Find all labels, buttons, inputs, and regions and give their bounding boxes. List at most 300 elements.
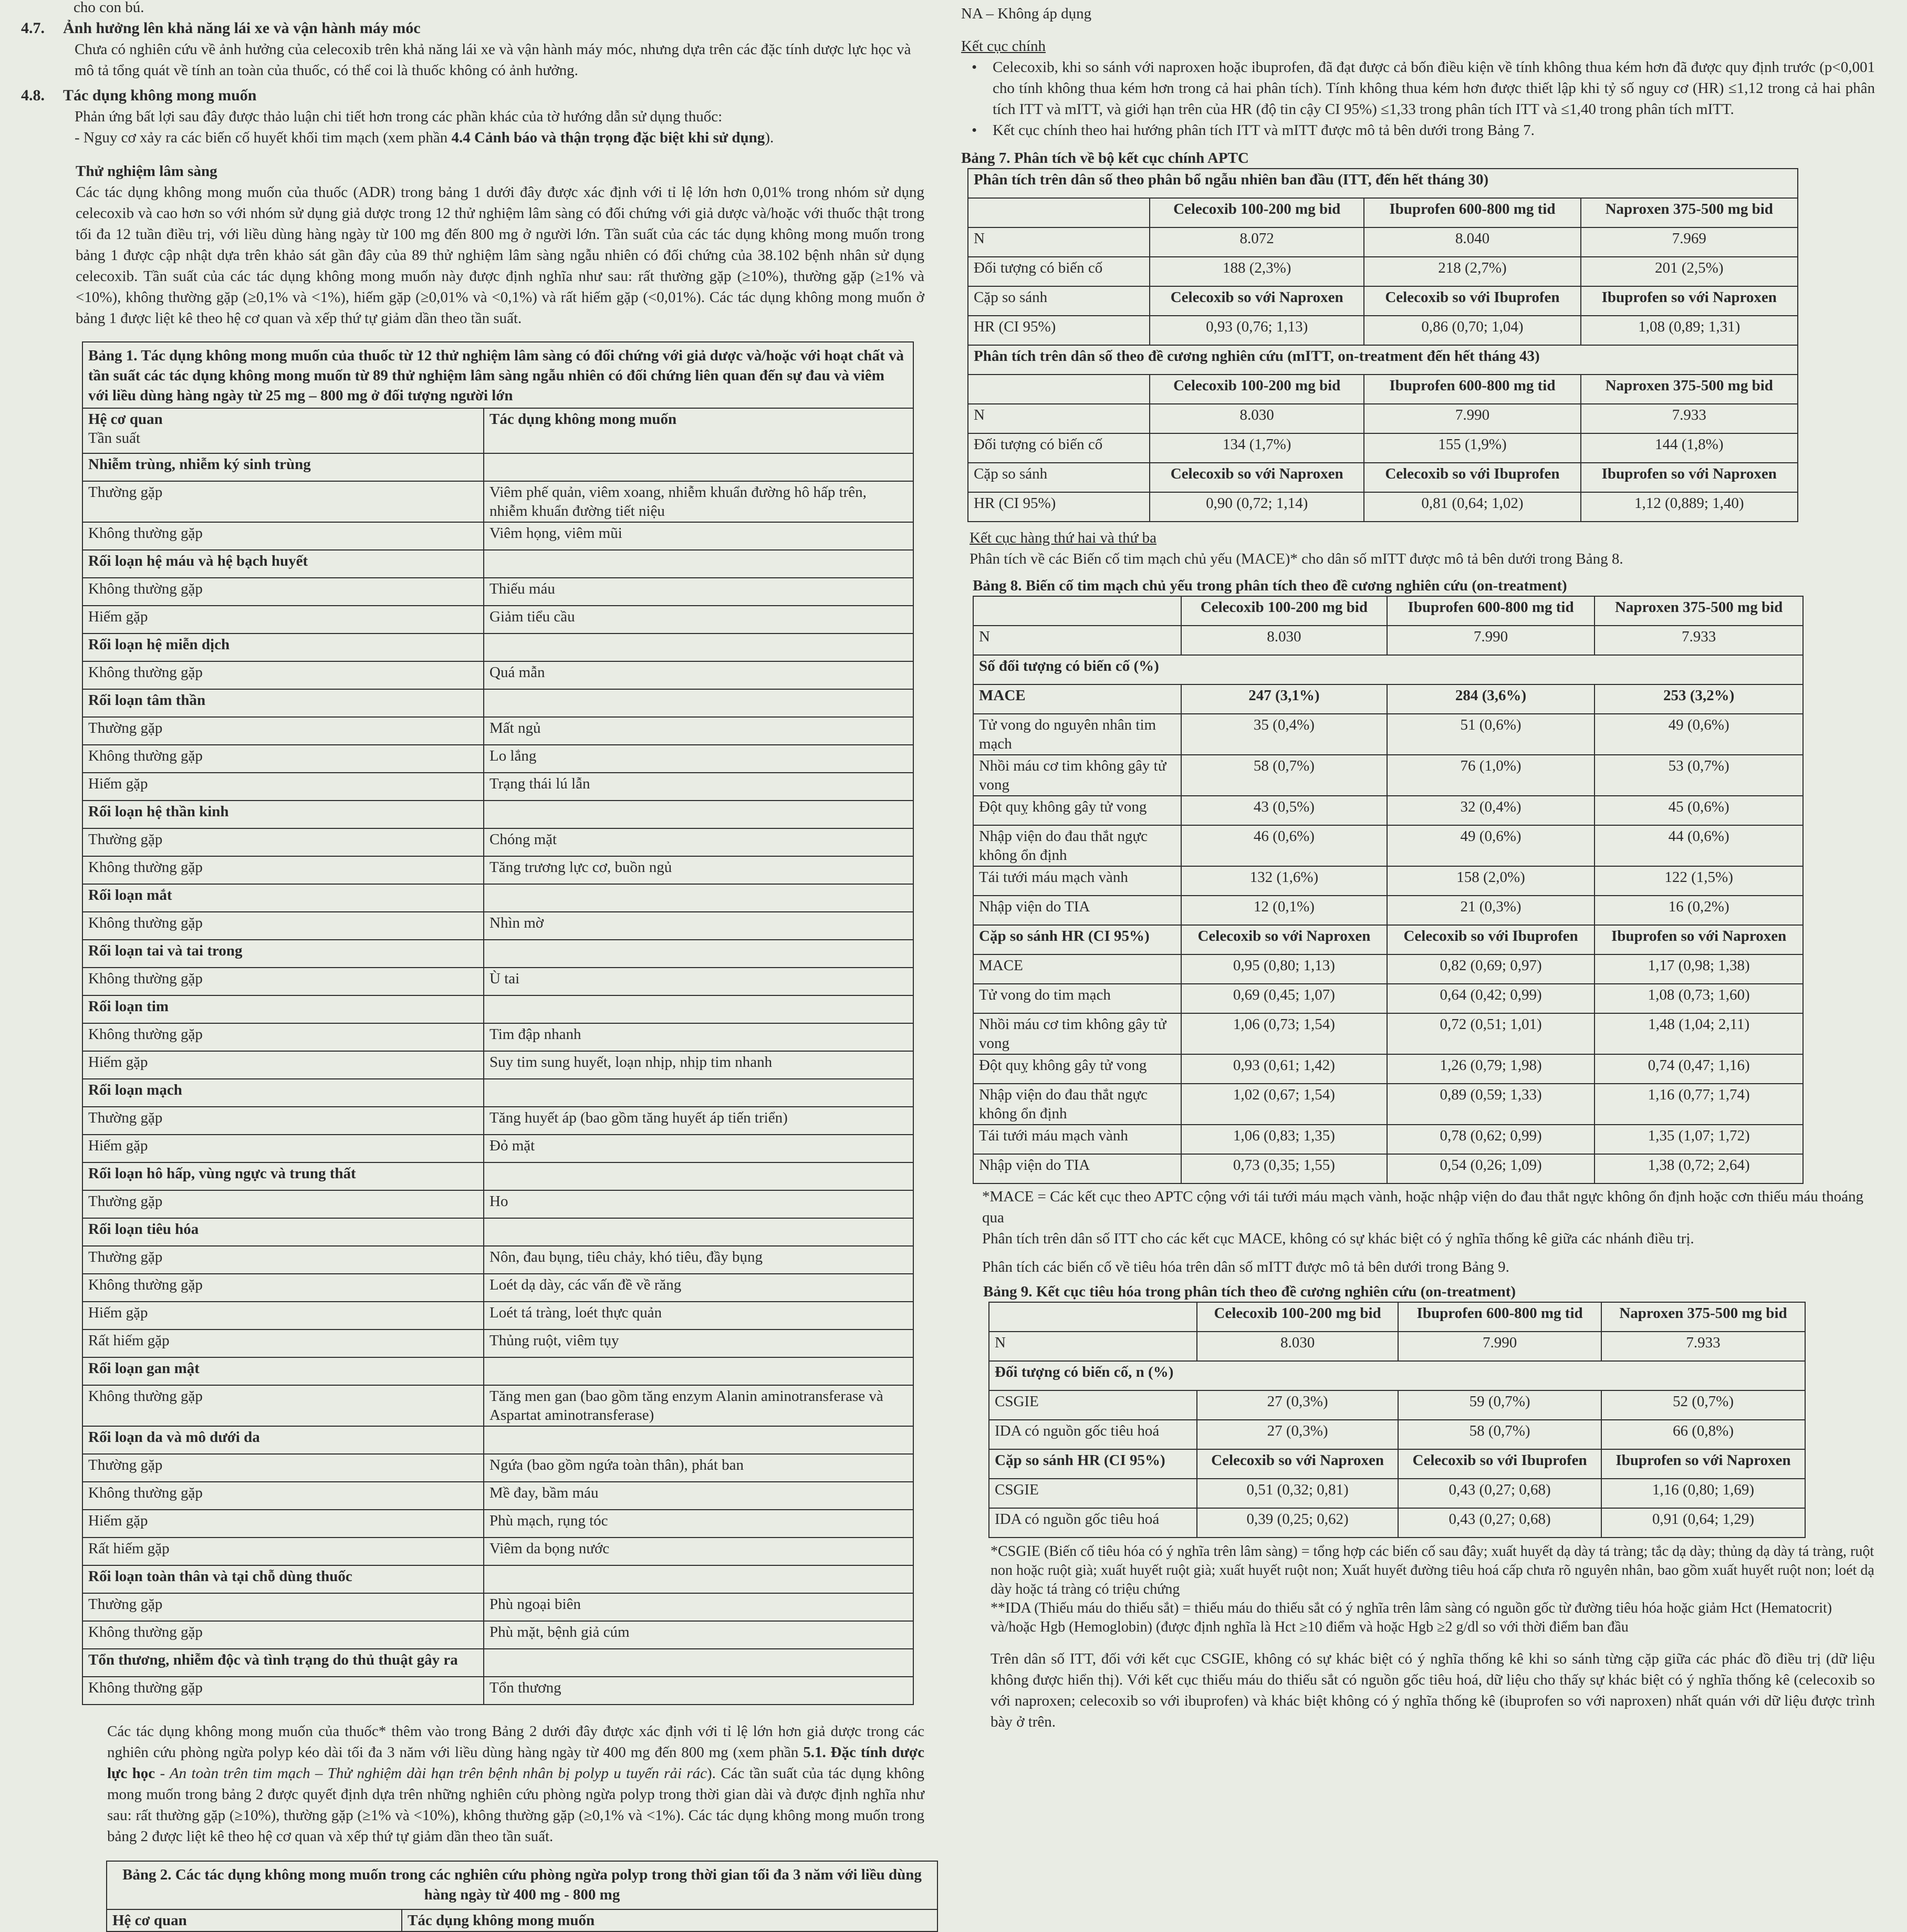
adverse-effect: Suy tim sung huyết, loạn nhịp, nhịp tim nhanh: [484, 1051, 913, 1079]
cell: 7.933: [1595, 626, 1803, 655]
table-1-caption: Bảng 1. Tác dụng không mong muốn của thuốc từ 12 thử nghiệm lâm sàng có đối chứng với giả dược và/hoặc với hoạt chất và tần suất các tác dụng không mong muốn từ 89 thử nghiệm lâm sàng ngẫu nhiên có đối chứng liên quan đến sự đau và viêm với liều dùng hàng ngày từ 25 mg – 800 mg ở đối tượng người lớn: [82, 342, 913, 408]
main-outcome-heading: Kết cục chính: [961, 38, 1046, 55]
events-title: Số đối tượng có biến cố (%): [973, 655, 1803, 684]
row-label: Nhồi máu cơ tim không gây tử vong: [973, 1013, 1181, 1054]
table-8-events: [973, 684, 1803, 925]
after-table-1: [21, 1721, 924, 1847]
frequency: Không thường gặp: [82, 968, 484, 995]
table-1-group-row: [82, 1565, 913, 1593]
cmp-head: Celecoxib so với Naproxen: [1150, 286, 1364, 316]
table-1-row: [82, 481, 913, 522]
cell: 218 (2,7%): [1364, 257, 1580, 286]
empty-cell: [484, 1565, 913, 1593]
note-csgie: *CSGIE (Biến cố tiêu hóa có ý nghĩa trên lâm sàng) = tổng hợp các biến cố sau đây; xuất huyết dạ dày tá tràng; tắc dạ dày; thủng dạ dày tá tràng, ruột non hoặc ruột già; xuất huyết ruột già; xuất huyết ruột non; Xuất huyết đường tiêu hoá cấp chưa rõ nguyên nhân, bao gồm xuất huyết ruột non; loét dạ dày hoặc tá tràng có triệu chứng: [991, 1543, 1874, 1597]
note-ida: **IDA (Thiếu máu do thiếu sắt) = thiếu máu do thiếu sắt có ý nghĩa trên lâm sàng có nguồn gốc từ đường tiêu hóa hoặc giảm Hct (Hematocrit) và/hoặc Hgb (Hemoglobin) (được định nghĩa là Hct ≥10 điểm và hoặc Hgb ≥2 g/dl so với thời điểm ban đầu: [991, 1600, 1832, 1635]
organ-group: Rối loạn mạch: [82, 1079, 484, 1107]
value-cell: 59 (0,7%): [1398, 1390, 1601, 1420]
value-cell: 247 (3,1%): [1181, 684, 1387, 714]
empty-cell: [484, 689, 913, 717]
cell: 0,93 (0,76; 1,13): [1150, 316, 1364, 345]
value-cell: 0,43 (0,27; 0,68): [1398, 1479, 1601, 1508]
data-row: [973, 866, 1803, 896]
value-cell: 21 (0,3%): [1387, 896, 1595, 925]
right-column: [961, 0, 1875, 1732]
row-label: Tử vong do nguyên nhân tim mạch: [973, 714, 1181, 755]
table-1-row: [82, 717, 913, 745]
cell: 8.072: [1150, 227, 1364, 257]
table-1-row: [82, 773, 913, 801]
label-n: N: [989, 1332, 1197, 1361]
adverse-effect: Viêm phế quản, viêm xoang, nhiễm khuẩn đường hô hấp trên, nhiễm khuẩn đường tiết niệu: [484, 481, 913, 522]
table-1-row: [82, 1510, 913, 1538]
value-cell: 58 (0,7%): [1398, 1420, 1601, 1449]
adverse-effect: Giảm tiểu cầu: [484, 606, 913, 633]
value-cell: 1,35 (1,07; 1,72): [1595, 1125, 1803, 1154]
frequency: Không thường gặp: [82, 1023, 484, 1051]
frequency: Rất hiếm gặp: [82, 1329, 484, 1357]
frequency: Hiếm gặp: [82, 773, 484, 801]
value-cell: 51 (0,6%): [1387, 714, 1595, 755]
col-naproxen: Naproxen 375-500 mg bid: [1595, 596, 1803, 626]
after-ref-italic: - An toàn trên tim mạch – Thử nghiệm dài hạn trên bệnh nhân bị polyp u tuyến rải rác: [155, 1765, 707, 1782]
section-number: 4.7.: [21, 19, 45, 37]
frequency: Thường gặp: [82, 1190, 484, 1218]
table-1-group-row: [82, 1649, 913, 1677]
adverse-effect: Mất ngủ: [484, 717, 913, 745]
section-4-7: [21, 18, 924, 39]
section-title: Ảnh hưởng lên khả năng lái xe và vận hành máy móc: [63, 19, 421, 37]
table-1-row: [82, 1593, 913, 1621]
cell: 0,90 (0,72; 1,14): [1150, 492, 1364, 522]
value-cell: 122 (1,5%): [1595, 866, 1803, 896]
table-1-row: [82, 1454, 913, 1482]
value-cell: 0,64 (0,42; 0,99): [1387, 984, 1595, 1013]
blank: [968, 198, 1150, 227]
col-naproxen: Naproxen 375-500 mg bid: [1581, 375, 1798, 404]
cell: 7.933: [1581, 404, 1798, 433]
organ-group: Rối loạn hô hấp, vùng ngực và trung thất: [82, 1162, 484, 1190]
cmp-head: Ibuprofen so với Naproxen: [1595, 925, 1803, 954]
value-cell: 1,26 (0,79; 1,98): [1387, 1054, 1595, 1084]
value-cell: 27 (0,3%): [1197, 1420, 1398, 1449]
row-label: Tử vong do tim mạch: [973, 984, 1181, 1013]
adverse-effect: Tim đập nhanh: [484, 1023, 913, 1051]
value-cell: 0,93 (0,61; 1,42): [1181, 1054, 1387, 1084]
table-1-row: [82, 1482, 913, 1510]
organ-group: Rối loạn mắt: [82, 884, 484, 912]
table-7-caption: Bảng 7. Phân tích về bộ kết cục chính APTC: [961, 150, 1249, 167]
organ-group: Rối loạn toàn thân và tại chỗ dùng thuốc: [82, 1565, 484, 1593]
organ-group: Nhiễm trùng, nhiễm ký sinh trùng: [82, 453, 484, 481]
adverse-effect: Phù mạch, rụng tóc: [484, 1510, 913, 1538]
empty-cell: [484, 1426, 913, 1454]
label-compare: Cặp so sánh: [968, 463, 1150, 492]
value-cell: 284 (3,6%): [1387, 684, 1595, 714]
value-cell: 0,82 (0,69; 0,97): [1387, 954, 1595, 984]
label-compare-hr: Cặp so sánh HR (CI 95%): [989, 1449, 1197, 1479]
table-1-group-row: [82, 1218, 913, 1246]
label-compare-hr: Cặp so sánh HR (CI 95%): [973, 925, 1181, 954]
cell: 0,86 (0,70; 1,04): [1364, 316, 1580, 345]
adverse-effect: Thiếu máu: [484, 578, 913, 606]
col-celecoxib: Celecoxib 100-200 mg bid: [1150, 198, 1364, 227]
table-1: [82, 341, 914, 1705]
row-label: Nhập viện do đau thắt ngực không ổn định: [973, 825, 1181, 866]
row-label: Tái tưới máu mạch vành: [973, 866, 1181, 896]
table-1-row: [82, 1135, 913, 1162]
value-cell: 0,39 (0,25; 0,62): [1197, 1508, 1398, 1538]
section-4-8-intro: Phản ứng bất lợi sau đây được thảo luận chi tiết hơn trong các phần khác của tờ hướng dẫn sử dụng thuốc:: [75, 108, 723, 125]
label-events: Đối tượng có biến cố: [968, 257, 1150, 286]
frequency: Không thường gặp: [82, 1385, 484, 1426]
cmp-head: Ibuprofen so với Naproxen: [1581, 463, 1798, 492]
frequency: Thường gặp: [82, 1454, 484, 1482]
label-compare: Cặp so sánh: [968, 286, 1150, 316]
empty-cell: [484, 940, 913, 968]
adverse-effect: Nhìn mờ: [484, 912, 913, 940]
frequency: Không thường gặp: [82, 1677, 484, 1705]
table-8-caption: Bảng 8. Biến cố tim mạch chủ yếu trong phân tích theo đề cương nghiên cứu (on-treatment): [973, 577, 1567, 594]
cmp-head: Celecoxib so với Naproxen: [1197, 1449, 1398, 1479]
value-cell: 1,06 (0,83; 1,35): [1181, 1125, 1387, 1154]
empty-cell: [484, 453, 913, 481]
data-row: [973, 1084, 1803, 1125]
adverse-effect: Mề đay, bầm máu: [484, 1482, 913, 1510]
table-1-group-row: [82, 689, 913, 717]
value-cell: 49 (0,6%): [1595, 714, 1803, 755]
value-cell: 0,89 (0,59; 1,33): [1387, 1084, 1595, 1125]
row-label: Tái tưới máu mạch vành: [973, 1125, 1181, 1154]
data-row: [989, 1479, 1805, 1508]
table-1-head-organ: [82, 408, 484, 453]
organ-group: Rối loạn tâm thần: [82, 689, 484, 717]
table-1-row: [82, 1051, 913, 1079]
value-cell: 1,16 (0,77; 1,74): [1595, 1084, 1803, 1125]
value-cell: 158 (2,0%): [1387, 866, 1595, 896]
empty-cell: [484, 1218, 913, 1246]
col-ibuprofen: Ibuprofen 600-800 mg tid: [1387, 596, 1595, 626]
value-cell: 132 (1,6%): [1181, 866, 1387, 896]
after-text-a: Các tác dụng không mong muốn của thuốc* thêm vào trong Bảng 2 dưới đây được xác định với tỉ lệ lớn hơn giả dược trong các nghiên cứu phòng ngừa polyp kéo dài tối đa 3 năm với liều dùng hàng ngày từ 400 mg đến 800 mg (xem phần: [107, 1723, 924, 1761]
table-8: [973, 596, 1804, 1184]
adverse-effect: Quá mẫn: [484, 661, 913, 689]
frequency: Hiếm gặp: [82, 1135, 484, 1162]
table-1-body: [82, 453, 913, 1705]
row-label: MACE: [973, 684, 1181, 714]
note-mace: *MACE = Các kết cục theo APTC cộng với tái tưới máu mạch vành, hoặc nhập viện do đau thắt ngực không ổn định hoặc cơn thiếu máu thoáng qua: [982, 1188, 1863, 1226]
data-row: [973, 755, 1803, 796]
table-1-row: [82, 1329, 913, 1357]
table-1-row: [82, 745, 913, 773]
value-cell: 1,48 (1,04; 2,11): [1595, 1013, 1803, 1054]
col-celecoxib: Celecoxib 100-200 mg bid: [1181, 596, 1387, 626]
frequency: Thường gặp: [82, 1593, 484, 1621]
table-1-row: [82, 1023, 913, 1051]
label-n: N: [973, 626, 1181, 655]
label-events: Đối tượng có biến cố: [968, 433, 1150, 463]
blank: [968, 375, 1150, 404]
data-row: [973, 1054, 1803, 1084]
cell: 7.933: [1601, 1332, 1805, 1361]
secondary-heading: Kết cục hàng thứ hai và thứ ba: [970, 529, 1156, 546]
value-cell: 12 (0,1%): [1181, 896, 1387, 925]
table-1-head-effect: Tác dụng không mong muốn: [484, 408, 913, 453]
table-1-group-row: [82, 1426, 913, 1454]
value-cell: 0,73 (0,35; 1,55): [1181, 1154, 1387, 1183]
data-row: [989, 1420, 1805, 1449]
frequency: Không thường gặp: [82, 745, 484, 773]
table-8-hr: [973, 954, 1803, 1183]
empty-cell: [484, 1649, 913, 1677]
adverse-effect: Ngứa (bao gồm ngứa toàn thân), phát ban: [484, 1454, 913, 1482]
frequency: Không thường gặp: [82, 856, 484, 884]
value-cell: 1,06 (0,73; 1,54): [1181, 1013, 1387, 1054]
col-naproxen: Naproxen 375-500 mg bid: [1581, 198, 1798, 227]
table-9-events: [989, 1390, 1805, 1449]
table-1-group-row: [82, 884, 913, 912]
value-cell: 0,78 (0,62; 0,99): [1387, 1125, 1595, 1154]
value-cell: 53 (0,7%): [1595, 755, 1803, 796]
value-cell: 52 (0,7%): [1601, 1390, 1805, 1420]
value-cell: 43 (0,5%): [1181, 796, 1387, 825]
table-1-row: [82, 1107, 913, 1135]
adverse-effect: Viêm da bọng nước: [484, 1538, 913, 1565]
table-1-group-row: [82, 633, 913, 661]
data-row: [973, 684, 1803, 714]
table-1-row: [82, 1538, 913, 1565]
label-hr: HR (CI 95%): [968, 316, 1150, 345]
adverse-effect: Lo lắng: [484, 745, 913, 773]
table-9-caption: Bảng 9. Kết cục tiêu hóa trong phân tích theo đề cương nghiên cứu (on-treatment): [983, 1283, 1516, 1300]
value-cell: 1,16 (0,80; 1,69): [1601, 1479, 1805, 1508]
risk-end: ).: [765, 129, 774, 146]
table-2-head-effect: Tác dụng không mong muốn: [402, 1909, 937, 1931]
organ-group: Rối loạn hệ thần kinh: [82, 801, 484, 828]
frequency: Thường gặp: [82, 1107, 484, 1135]
table-1-group-row: [82, 940, 913, 968]
row-label: Nhập viện do TIA: [973, 1154, 1181, 1183]
adverse-effect: Trạng thái lú lẫn: [484, 773, 913, 801]
cell: 134 (1,7%): [1150, 433, 1364, 463]
cell: 1,12 (0,889; 1,40): [1581, 492, 1798, 522]
cmp-head: Celecoxib so với Naproxen: [1181, 925, 1387, 954]
row-label: Đột quỵ không gây tử vong: [973, 1054, 1181, 1084]
table-1-group-row: [82, 453, 913, 481]
value-cell: 58 (0,7%): [1181, 755, 1387, 796]
value-cell: 0,74 (0,47; 1,16): [1595, 1054, 1803, 1084]
table-2: [106, 1861, 938, 1932]
cell: 7.990: [1364, 404, 1580, 433]
table-1-row: [82, 1385, 913, 1426]
empty-cell: [484, 633, 913, 661]
empty-cell: [484, 550, 913, 578]
itt-title: Phân tích trên dân số theo phân bổ ngẫu nhiên ban đầu (ITT, đến hết tháng 30): [968, 169, 1798, 198]
final-paragraph: Trên dân số ITT, đối với kết cục CSGIE, không có sự khác biệt có ý nghĩa thống kê khi so sánh từng cặp giữa các phác đồ điều trị (dữ liệu không được hiển thị). Với kết cục thiếu máu do thiếu sắt có nguồn gốc tiêu hoá, dữ liệu cho thấy sự khác biệt có ý nghĩa thống kê (celecoxib so với naproxen; celecoxib so với ibuprofen) và khác biệt không có ý nghĩa thống kê (ibuprofen so với naproxen) nhất quán với dữ liệu được trình bày ở trên.: [991, 1650, 1875, 1730]
data-row: [989, 1508, 1805, 1538]
left-column: [21, 0, 924, 1932]
cmp-head: Celecoxib so với Naproxen: [1150, 463, 1364, 492]
frequency: Không thường gặp: [82, 1621, 484, 1649]
mitt-title: Phân tích trên dân số theo đề cương nghiên cứu (mITT, on-treatment đến hết tháng 43): [968, 345, 1798, 375]
risk-ref: 4.4 Cảnh báo và thận trọng đặc biệt khi sử dụng: [451, 129, 765, 146]
head-freq: Tần suất: [88, 430, 141, 446]
cell: 0,81 (0,64; 1,02): [1364, 492, 1580, 522]
trial-heading: Thử nghiệm lâm sàng: [76, 163, 217, 180]
value-cell: 253 (3,2%): [1595, 684, 1803, 714]
empty-cell: [484, 995, 913, 1023]
cell: 144 (1,8%): [1581, 433, 1798, 463]
frequency: Thường gặp: [82, 481, 484, 522]
table-1-row: [82, 1302, 913, 1329]
row-label: Nhồi máu cơ tim không gây tử vong: [973, 755, 1181, 796]
adverse-effect: Đỏ mặt: [484, 1135, 913, 1162]
table-1-row: [82, 522, 913, 550]
frequency: Không thường gặp: [82, 661, 484, 689]
col-ibuprofen: Ibuprofen 600-800 mg tid: [1398, 1302, 1601, 1332]
value-cell: 1,17 (0,98; 1,38): [1595, 954, 1803, 984]
table-1-row: [82, 1677, 913, 1705]
table-9: [988, 1302, 1806, 1538]
adverse-effect: Tăng men gan (bao gồm tăng enzym Alanin aminotransferase và Aspartat aminotransferase): [484, 1385, 913, 1426]
frequency: Hiếm gặp: [82, 606, 484, 633]
data-row: [973, 984, 1803, 1013]
row-label: MACE: [973, 954, 1181, 984]
table-1-group-row: [82, 1357, 913, 1385]
value-cell: 45 (0,6%): [1595, 796, 1803, 825]
top-line: cho con bú.: [74, 0, 144, 16]
note-itt: Phân tích trên dân số ITT cho các kết cục MACE, không có sự khác biệt có ý nghĩa thống kê giữa các nhánh điều trị.: [982, 1230, 1694, 1247]
label-hr: HR (CI 95%): [968, 492, 1150, 522]
data-row: [973, 896, 1803, 925]
cell: 8.030: [1181, 626, 1387, 655]
adverse-effect: Loét dạ dày, các vấn đề về răng: [484, 1274, 913, 1302]
data-row: [989, 1390, 1805, 1420]
table-1-row: [82, 968, 913, 995]
table-1-group-row: [82, 995, 913, 1023]
adverse-effect: Ho: [484, 1190, 913, 1218]
organ-group: Rối loạn tim: [82, 995, 484, 1023]
row-label: CSGIE: [989, 1390, 1197, 1420]
value-cell: 16 (0,2%): [1595, 896, 1803, 925]
row-label: IDA có nguồn gốc tiêu hoá: [989, 1508, 1197, 1538]
cmp-head: Celecoxib so với Ibuprofen: [1387, 925, 1595, 954]
table-9-hr: [989, 1479, 1805, 1538]
adverse-effect: Tổn thương: [484, 1677, 913, 1705]
table-7: [967, 168, 1798, 522]
frequency: Hiếm gặp: [82, 1302, 484, 1329]
organ-group: Rối loạn da và mô dưới da: [82, 1426, 484, 1454]
value-cell: 0,69 (0,45; 1,07): [1181, 984, 1387, 1013]
adverse-effect: Phù ngoại biên: [484, 1593, 913, 1621]
frequency: Thường gặp: [82, 717, 484, 745]
blank: [989, 1302, 1197, 1332]
value-cell: 1,02 (0,67; 1,54): [1181, 1084, 1387, 1125]
table-1-row: [82, 912, 913, 940]
adverse-effect: Viêm họng, viêm mũi: [484, 522, 913, 550]
row-label: CSGIE: [989, 1479, 1197, 1508]
table-1-row: [82, 828, 913, 856]
adverse-effect: Loét tá tràng, loét thực quản: [484, 1302, 913, 1329]
data-row: [973, 1125, 1803, 1154]
trial-text: Các tác dụng không mong muốn của thuốc (ADR) trong bảng 1 dưới đây được xác định với tỉ lệ lớn hơn 0,01% trong nhóm sử dụng celecoxib và cao hơn so với nhóm sử dụng giả dược trong 12 thử nghiệm lâm sàng có đối chứng với giả dược và/hoặc với thuốc thật trong tối đa 12 tuần điều trị, với liều dùng hàng ngày từ 100 mg đến 800 mg ở người lớn. Tần suất của các tác dụng không mong muốn trong bảng 1 được cập nhật dựa trên khảo sát gần đây của 89 thử nghiệm lâm sàng ngẫu nhiên có đối chứng của 38.102 bệnh nhân sử dụng celecoxib. Tần suất của các tác dụng không mong muốn này được định nghĩa như sau: rất thường gặp (≥10%), thường gặp (≥1% và <10%), không thường gặp (≥0,1% và <1%), hiếm gặp (≥0,01% và <0,1%) và rất hiếm gặp (<0,01%). Các tác dụng không mong muốn ở bảng 1 được liệt kê theo hệ cơ quan và xếp thứ tự giảm dần theo tần suất.: [76, 184, 924, 327]
data-row: [973, 1154, 1803, 1183]
section-4-8-risk: [21, 127, 924, 148]
frequency: Thường gặp: [82, 1246, 484, 1274]
cell: 1,08 (0,89; 1,31): [1581, 316, 1798, 345]
cell: 7.969: [1581, 227, 1798, 257]
cell: 7.990: [1398, 1332, 1601, 1361]
table-2-head-organ: Hệ cơ quan: [107, 1909, 402, 1931]
table-1-row: [82, 661, 913, 689]
organ-group: Rối loạn gan mật: [82, 1357, 484, 1385]
secondary-text: Phân tích về các Biến cố tim mạch chủ yếu (MACE)* cho dân số mITT được mô tả bên dưới trong Bảng 8.: [970, 550, 1623, 567]
cell: 8.030: [1150, 404, 1364, 433]
cmp-head: Celecoxib so với Ibuprofen: [1364, 286, 1580, 316]
value-cell: 49 (0,6%): [1387, 825, 1595, 866]
table-1-row: [82, 1621, 913, 1649]
frequency: Hiếm gặp: [82, 1051, 484, 1079]
empty-cell: [484, 1079, 913, 1107]
value-cell: 76 (1,0%): [1387, 755, 1595, 796]
value-cell: 0,95 (0,80; 1,13): [1181, 954, 1387, 984]
section-4-7-text: Chưa có nghiên cứu về ảnh hưởng của celecoxib trên khả năng lái xe và vận hành máy móc, nhưng dựa trên các đặc tính dược lực học và mô tả tổng quát về tính an toàn của thuốc, có thể coi là thuốc không có ảnh hưởng.: [75, 41, 911, 79]
value-cell: 0,54 (0,26; 1,09): [1387, 1154, 1595, 1183]
value-cell: 0,91 (0,64; 1,29): [1601, 1508, 1805, 1538]
value-cell: 1,38 (0,72; 2,64): [1595, 1154, 1803, 1183]
col-celecoxib: Celecoxib 100-200 mg bid: [1197, 1302, 1398, 1332]
empty-cell: [484, 884, 913, 912]
row-label: IDA có nguồn gốc tiêu hoá: [989, 1420, 1197, 1449]
col-naproxen: Naproxen 375-500 mg bid: [1601, 1302, 1805, 1332]
after-text-d: ). Các tần suất của tác dụng không mong muốn trong bảng 2 được quyết định dựa trên những nghiên cứu phòng ngừa polyp trong thời gian dài và được định nghĩa như sau: rất thường gặp (≥10%), thường gặp (≥1% và <10%), không thường gặp (≥0,1% và <1%). Các tác dụng không mong muốn trong bảng 2 được liệt kê theo hệ cơ quan và xếp thứ tự giảm dần theo tần suất.: [107, 1765, 924, 1845]
table-1-group-row: [82, 550, 913, 578]
cell: 188 (2,3%): [1150, 257, 1364, 286]
value-cell: 46 (0,6%): [1181, 825, 1387, 866]
adverse-effect: Tăng trương lực cơ, buồn ngủ: [484, 856, 913, 884]
events-title: Đối tượng có biến cố, n (%): [989, 1361, 1805, 1390]
organ-group: Rối loạn hệ miễn dịch: [82, 633, 484, 661]
blank: [973, 596, 1181, 626]
note-gi: Phân tích các biến cố về tiêu hóa trên dân số mITT được mô tả bên dưới trong Bảng 9.: [982, 1259, 1509, 1275]
head-organ: Hệ cơ quan: [88, 411, 163, 428]
adverse-effect: Nôn, đau bụng, tiêu chảy, khó tiêu, đầy bụng: [484, 1246, 913, 1274]
organ-group: Rối loạn tiêu hóa: [82, 1218, 484, 1246]
frequency: Thường gặp: [82, 828, 484, 856]
adverse-effect: Phù mặt, bệnh giả cúm: [484, 1621, 913, 1649]
cell: 155 (1,9%): [1364, 433, 1580, 463]
value-cell: 66 (0,8%): [1601, 1420, 1805, 1449]
data-row: [973, 1013, 1803, 1054]
row-label: Nhập viện do đau thắt ngực không ổn định: [973, 1084, 1181, 1125]
row-label: Đột quỵ không gây tử vong: [973, 796, 1181, 825]
section-title: Tác dụng không mong muốn: [63, 87, 257, 104]
cell: 8.030: [1197, 1332, 1398, 1361]
value-cell: 35 (0,4%): [1181, 714, 1387, 755]
frequency: Rất hiếm gặp: [82, 1538, 484, 1565]
section-4-8: [21, 85, 924, 106]
cmp-head: Ibuprofen so với Naproxen: [1601, 1449, 1805, 1479]
value-cell: 44 (0,6%): [1595, 825, 1803, 866]
cmp-head: Ibuprofen so với Naproxen: [1581, 286, 1798, 316]
after-ref: 5.1. Đặc tính dược lực học: [107, 1744, 924, 1782]
empty-cell: [484, 801, 913, 828]
frequency: Không thường gặp: [82, 1482, 484, 1510]
value-cell: 1,08 (0,73; 1,60): [1595, 984, 1803, 1013]
value-cell: 0,72 (0,51; 1,01): [1387, 1013, 1595, 1054]
label-n: N: [968, 404, 1150, 433]
adverse-effect: Tăng huyết áp (bao gồm tăng huyết áp tiến triển): [484, 1107, 913, 1135]
table-1-row: [82, 856, 913, 884]
